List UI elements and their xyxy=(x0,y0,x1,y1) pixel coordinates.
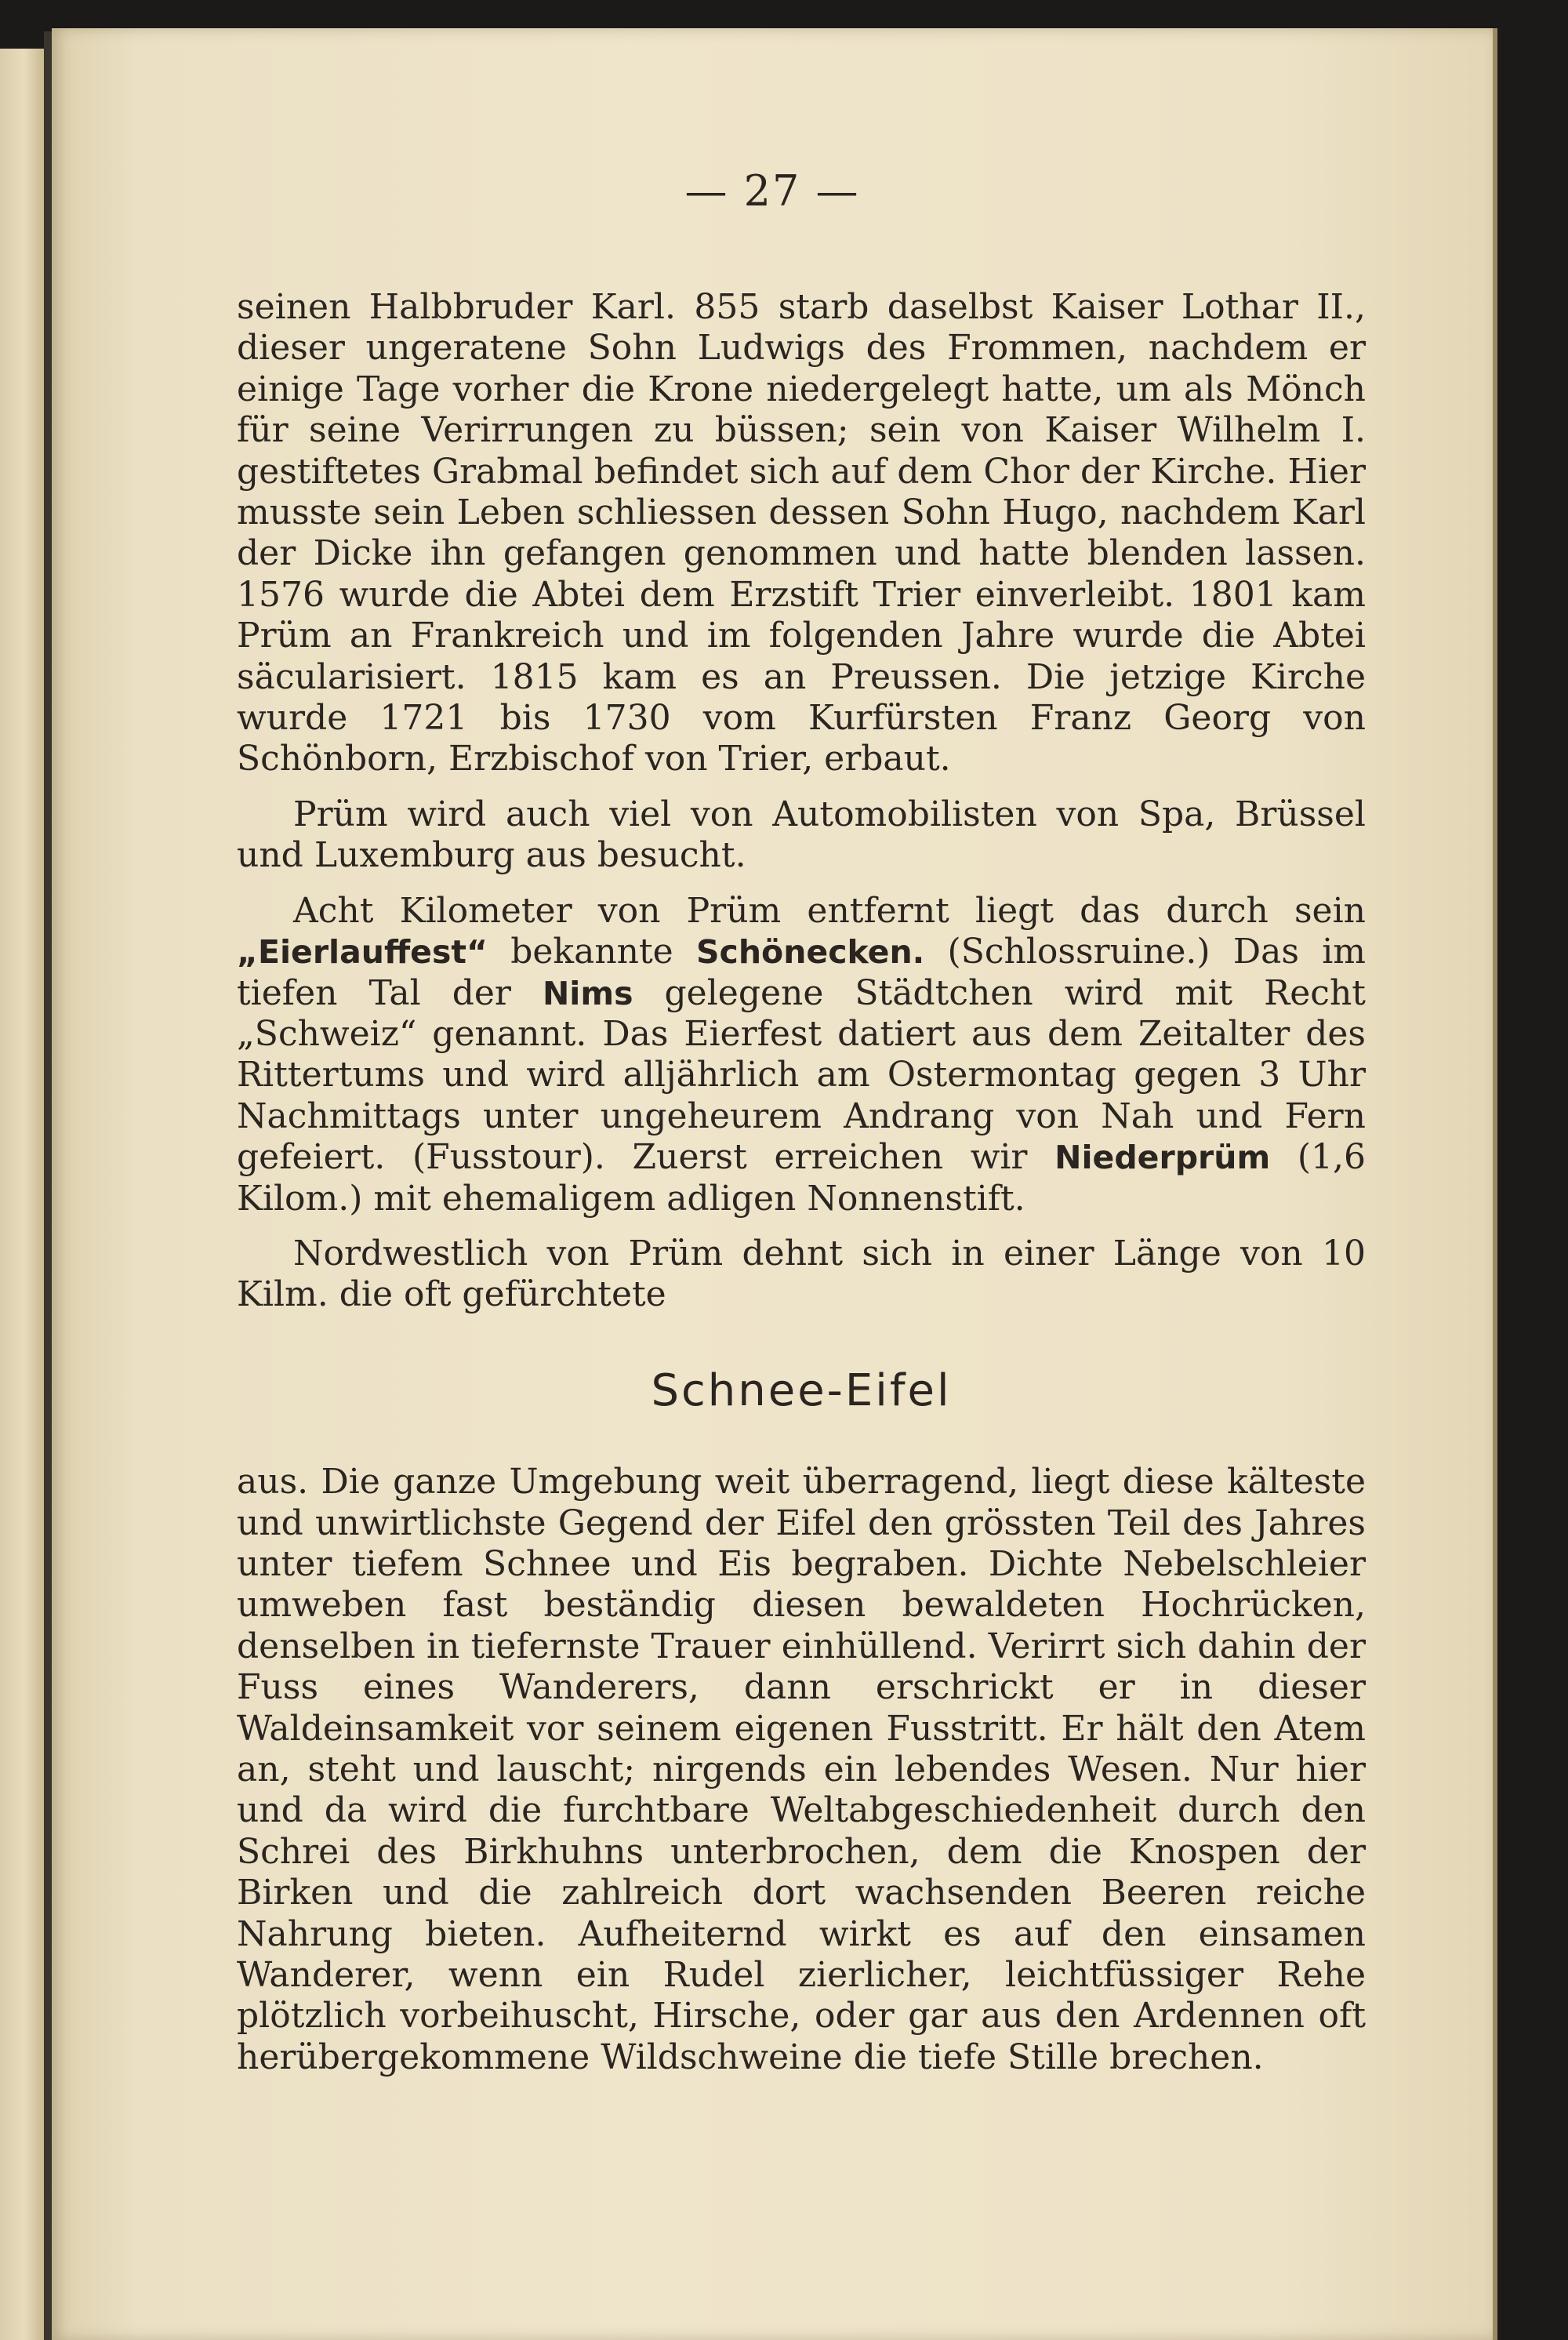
term-eierlauffest: „Eierlauffest“ xyxy=(237,933,488,972)
left-page-edge xyxy=(0,49,46,2340)
text-span: bekannte xyxy=(510,932,673,972)
text-span: (1,6 Kilom.) mit ehemaligem adligen Nonnenstift. xyxy=(237,1137,1366,1219)
text-span: gelegene Städtchen wird mit Recht „Schweiz“ genannt. Das Eierfest datiert aus dem Zeitalter des Rittertums und wird alljährlich am Ostermontag gegen 3 Uhr Nachmittags unter ungeheurem Andrang von Nah und Fern gefeiert. (Fusstour). Zuerst erreichen wir xyxy=(237,972,1366,1178)
paragraph-northwest: Nordwestlich von Prüm dehnt sich in einer Länge von 10 Kilm. die oft gefürchtete xyxy=(237,1233,1366,1315)
paragraph-schnee-eifel: aus. Die ganze Umgebung weit überragend, liegt diese kälteste und unwirtlichste Gegend der Eifel den grössten Teil des Jahres unter tiefem Schnee und Eis begraben. Dichte Nebelschleier umweben fast beständig diesen bewaldeten Hochrücken, denselben in tiefernste Trauer einhüllend. Verirrt sich dahin der Fuss eines Wanderers, dann erschrickt er in dieser Waldeinsamkeit vor seinem eigenen Fusstritt. Er hält den Atem an, steht und lauscht; nirgends ein lebendes Wesen. Nur hier und da wird die furchtbare Weltabgeschiedenheit durch den Schrei des Birkhuhns unterbrochen, dem die Knospen der Birken und die zahlreich dort wachsenden Beeren reiche Nahrung bieten. Aufheiternd wirkt es auf den einsamen Wanderer, wenn ein Rudel zierlicher, leichtfüssiger Rehe plötzlich vorbeihuscht, Hirsche, oder gar aus den Ardennen oft herübergekommene Wildschweine die tiefe Stille brechen. xyxy=(237,1462,1366,2077)
book-page xyxy=(52,28,1497,2340)
page-number: — 27 — xyxy=(684,166,860,216)
paragraph-history: seinen Halbbruder Karl. 855 starb daselbst Kaiser Lothar II., dieser ungeratene Sohn Ludwigs des Frommen, nachdem er einige Tage vorher die Krone niedergelegt hatte, um als Mönch für seine Verirrungen zu büssen; sein von Kaiser Wilhelm I. gestiftetes Grabmal befindet sich auf dem Chor der Kirche. Hier musste sein Leben schliessen dessen Sohn Hugo, nachdem Karl der Dicke ihn gefangen genommen und hatte blenden lassen. 1576 wurde die Abtei dem Erzstift Trier einverleibt. 1801 kam Prüm an Frankreich und im folgenden Jahre wurde die Abtei säcularisiert. 1815 kam es an Preussen. Die jetzige Kirche wurde 1721 bis 1730 vom Kurfürsten Franz Georg von Schönborn, Erzbischof von Trier, erbaut. xyxy=(237,287,1366,779)
text-span: Acht Kilometer von Prüm entfernt liegt das durch sein xyxy=(293,890,1366,931)
paragraph-automobilists: Prüm wird auch viel von Automobilisten von Spa, Brüssel und Luxemburg aus besucht. xyxy=(237,794,1366,876)
page-body xyxy=(237,287,1366,2078)
section-heading: Schnee-Eifel xyxy=(651,1364,952,1416)
text-span: (Schlossruine.) Das im tiefen Tal der xyxy=(237,932,1366,1013)
paragraph-schoenecken xyxy=(237,891,1366,1219)
place-niederpruem: Niederprüm xyxy=(1054,1139,1271,1177)
river-nims: Nims xyxy=(542,974,633,1012)
place-schoenecken: Schönecken. xyxy=(696,933,925,972)
